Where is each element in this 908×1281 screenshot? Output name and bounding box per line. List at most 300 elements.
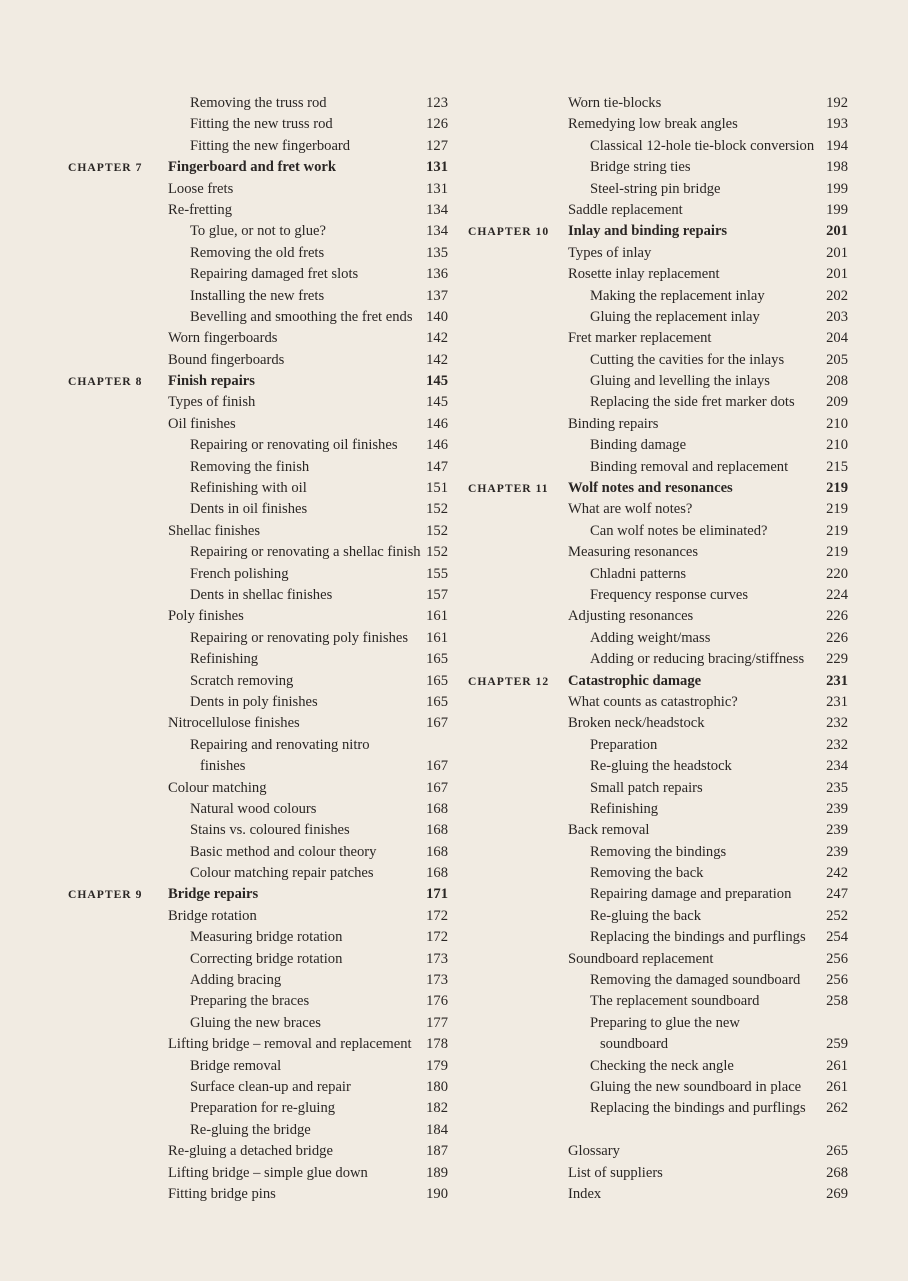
- entry-title: What counts as catastrophic?: [568, 693, 738, 710]
- page-number: 239: [826, 843, 848, 860]
- entry-title: Repairing damage and preparation: [590, 886, 792, 903]
- toc-entry: [458, 970, 858, 991]
- toc-entry: [458, 435, 858, 456]
- toc-entry: [458, 114, 858, 135]
- toc-entry: [0, 179, 458, 200]
- entry-title: Nitrocellulose finishes: [168, 715, 300, 732]
- page-number: 145: [426, 394, 448, 411]
- page-number: 231: [826, 693, 848, 710]
- entry-title: Gluing and levelling the inlays: [590, 373, 770, 390]
- toc-entry: [0, 478, 458, 499]
- page-number: 215: [826, 458, 848, 475]
- toc-entry: [0, 93, 458, 114]
- toc-entry: [0, 350, 458, 371]
- entry-title: Glossary: [568, 1143, 620, 1160]
- entry-title: Bridge rotation: [168, 907, 257, 924]
- entry-title: Repairing and renovating nitro: [190, 736, 370, 753]
- entry-title: The replacement soundboard: [590, 993, 760, 1010]
- entry-title: Removing the finish: [190, 458, 310, 475]
- toc-entry: [458, 991, 858, 1012]
- toc-entry: [0, 457, 458, 478]
- entry-title: Gluing the new braces: [190, 1014, 321, 1031]
- page-number: 184: [426, 1121, 448, 1138]
- page-number: 199: [826, 180, 848, 197]
- page-number: 146: [426, 415, 448, 432]
- toc-entry: [0, 221, 458, 242]
- toc-entry: [0, 671, 458, 692]
- entry-title: Making the replacement inlay: [590, 287, 765, 304]
- entry-title: Preparing the braces: [190, 993, 310, 1010]
- page-number: 152: [426, 501, 448, 518]
- toc-chapter-entry: [0, 884, 458, 905]
- toc-entry: [458, 392, 858, 413]
- entry-title: Oil finishes: [168, 415, 236, 432]
- page-number: 137: [426, 287, 448, 304]
- entry-title: Chladni patterns: [590, 565, 687, 582]
- toc-entry: [0, 1056, 458, 1077]
- toc-column-left: [0, 93, 458, 1205]
- toc-entry: [0, 842, 458, 863]
- page-number: 219: [826, 480, 848, 497]
- toc-entry: [0, 970, 458, 991]
- toc-entry: [0, 1184, 458, 1205]
- entry-title: Removing the bindings: [590, 843, 727, 860]
- entry-title: Gluing the new soundboard in place: [590, 1078, 802, 1095]
- entry-title: Finish repairs: [168, 373, 255, 390]
- page-number: 232: [826, 736, 848, 753]
- page-number: 269: [826, 1185, 848, 1202]
- entry-title: Wolf notes and resonances: [568, 480, 733, 497]
- entry-title: Adding weight/mass: [590, 629, 711, 646]
- page-number: 194: [826, 137, 848, 154]
- toc-entry: [458, 842, 858, 863]
- toc-entry: [0, 585, 458, 606]
- toc-entry: [458, 157, 858, 178]
- entry-title: Checking the neck angle: [590, 1057, 734, 1074]
- toc-entry: [0, 735, 458, 756]
- toc-entry: [0, 692, 458, 713]
- entry-title: Scratch removing: [190, 672, 294, 689]
- entry-title: Removing the damaged soundboard: [590, 972, 801, 989]
- entry-title: Soundboard replacement: [568, 950, 714, 967]
- entry-title: Re-gluing the headstock: [590, 758, 732, 775]
- page-number: 204: [826, 330, 848, 347]
- entry-title: Bridge string ties: [590, 159, 691, 176]
- page-number: 140: [426, 308, 448, 325]
- page-number: 235: [826, 779, 848, 796]
- entry-title: Classical 12-hole tie-block conversion: [590, 137, 815, 154]
- toc-entry: [458, 179, 858, 200]
- entry-title: Lifting bridge – simple glue down: [168, 1164, 368, 1181]
- page-number: 190: [426, 1185, 448, 1202]
- entry-title: Binding removal and replacement: [590, 458, 789, 475]
- entry-title: Fingerboard and fret work: [168, 159, 336, 176]
- entry-title: Worn fingerboards: [168, 330, 278, 347]
- entry-title: Bound fingerboards: [168, 351, 285, 368]
- entry-title: finishes: [200, 758, 246, 775]
- entry-title: Bridge repairs: [168, 886, 259, 903]
- page-number: 168: [426, 865, 448, 882]
- page-number: 161: [426, 608, 448, 625]
- toc-column-right: [458, 93, 858, 1205]
- entry-title: Adding bracing: [190, 972, 282, 989]
- toc-entry: [458, 735, 858, 756]
- chapter-label: CHAPTER 9: [68, 888, 143, 902]
- entry-title: Replacing the side fret marker dots: [590, 394, 795, 411]
- page-number: 167: [426, 758, 448, 775]
- entry-title: Binding damage: [590, 437, 687, 454]
- toc-entry: [458, 521, 858, 542]
- page-number: 131: [426, 180, 448, 197]
- entry-title: Fret marker replacement: [568, 330, 712, 347]
- page-number: 189: [426, 1164, 448, 1181]
- toc-chapter-entry: [458, 221, 858, 242]
- toc-chapter-entry: [0, 157, 458, 178]
- page-number: 134: [426, 223, 448, 240]
- entry-title: To glue, or not to glue?: [190, 223, 326, 240]
- entry-title: Can wolf notes be eliminated?: [590, 522, 768, 539]
- toc-entry: [458, 371, 858, 392]
- toc-entry: [458, 286, 858, 307]
- page-number: 142: [426, 330, 448, 347]
- page-number: 226: [826, 629, 848, 646]
- page-number: 254: [826, 929, 848, 946]
- page-number: 180: [426, 1078, 448, 1095]
- toc-entry: [458, 927, 858, 948]
- page-number: 173: [426, 972, 448, 989]
- toc-entry: [458, 884, 858, 905]
- toc-entry: [0, 649, 458, 670]
- page-number: 198: [826, 159, 848, 176]
- toc-entry: [0, 114, 458, 135]
- toc-entry: [0, 820, 458, 841]
- entry-title: Refinishing: [190, 651, 259, 668]
- chapter-label: CHAPTER 8: [68, 375, 143, 389]
- toc-entry: [0, 307, 458, 328]
- entry-title: Replacing the bindings and purflings: [590, 929, 806, 946]
- entry-title: Refinishing with oil: [190, 480, 307, 497]
- chapter-label: CHAPTER 10: [468, 225, 550, 239]
- toc-entry: [458, 1056, 858, 1077]
- entry-title: Natural wood colours: [190, 800, 317, 817]
- toc-entry: [0, 1141, 458, 1162]
- entry-title: Stains vs. coloured finishes: [190, 822, 350, 839]
- page-number: 172: [426, 907, 448, 924]
- toc-entry: [458, 756, 858, 777]
- entry-title: Re-fretting: [168, 201, 233, 218]
- page-number: 173: [426, 950, 448, 967]
- toc-entry: [0, 499, 458, 520]
- page-number: 123: [426, 95, 448, 111]
- page-number: 231: [826, 672, 848, 689]
- toc-entry: [0, 435, 458, 456]
- entry-title: Preparation: [590, 736, 658, 753]
- entry-title: Types of finish: [168, 394, 256, 411]
- toc-entry: [458, 1184, 858, 1205]
- page-number: 256: [826, 972, 848, 989]
- entry-title: Re-gluing the back: [590, 907, 702, 924]
- entry-title: Catastrophic damage: [568, 672, 702, 689]
- toc-entry: [458, 1163, 858, 1184]
- toc-entry: [0, 606, 458, 627]
- page-number: 219: [826, 522, 848, 539]
- toc-entry: [0, 521, 458, 542]
- chapter-label: CHAPTER 7: [68, 161, 143, 175]
- toc-entry: [0, 906, 458, 927]
- page-number: 155: [426, 565, 448, 582]
- page-number: 226: [826, 608, 848, 625]
- entry-title: Fitting the new truss rod: [190, 116, 333, 133]
- page-number: 187: [426, 1143, 448, 1160]
- page-number: 193: [826, 116, 848, 133]
- toc-entry: [458, 1141, 858, 1162]
- page-number: 161: [426, 629, 448, 646]
- entry-title: Replacing the bindings and purflings: [590, 1100, 806, 1117]
- page-number: 259: [826, 1036, 848, 1053]
- page-number: 145: [426, 373, 448, 390]
- entry-title: Bevelling and smoothing the fret ends: [190, 308, 413, 325]
- toc-entry: [458, 243, 858, 264]
- entry-title: Dents in shellac finishes: [190, 586, 333, 603]
- entry-title: Fitting the new fingerboard: [190, 137, 351, 154]
- page-number: 209: [826, 394, 848, 411]
- toc-entry: [458, 1034, 858, 1055]
- toc-entry: [458, 499, 858, 520]
- toc-entry: [458, 949, 858, 970]
- page-number: 199: [826, 201, 848, 218]
- toc-entry: [458, 778, 858, 799]
- page-number: 262: [826, 1100, 848, 1117]
- page-number: 179: [426, 1057, 448, 1074]
- page-number: 224: [826, 586, 848, 603]
- toc-entry: [0, 286, 458, 307]
- entry-title: Bridge removal: [190, 1057, 282, 1074]
- entry-title: Adjusting resonances: [568, 608, 694, 625]
- entry-title: Preparing to glue the new: [590, 1014, 740, 1031]
- toc-entry: [0, 927, 458, 948]
- toc-entry: [0, 200, 458, 221]
- entry-title: Measuring resonances: [568, 544, 699, 561]
- page-number: 210: [826, 415, 848, 432]
- page-number: 151: [426, 480, 448, 497]
- toc-entry: [458, 542, 858, 563]
- page-number: 165: [426, 693, 448, 710]
- page-number: 258: [826, 993, 848, 1010]
- toc-entry: [0, 1077, 458, 1098]
- entry-title: Colour matching repair patches: [190, 865, 374, 882]
- toc-entry: [458, 1013, 858, 1034]
- page-number: 261: [826, 1078, 848, 1095]
- toc-entry: [458, 692, 858, 713]
- toc-entry: [0, 1163, 458, 1184]
- page-number: 208: [826, 373, 848, 390]
- toc-entry: [458, 93, 858, 114]
- entry-title: Removing the back: [590, 865, 704, 882]
- entry-title: Colour matching: [168, 779, 267, 796]
- toc-entry: [0, 542, 458, 563]
- page-number: 247: [826, 886, 848, 903]
- entry-title: soundboard: [600, 1036, 669, 1053]
- page-number: 210: [826, 437, 848, 454]
- entry-title: What are wolf notes?: [568, 501, 693, 518]
- entry-title: Index: [568, 1185, 602, 1202]
- page-number: 147: [426, 458, 448, 475]
- toc-entry: [458, 1098, 858, 1119]
- entry-title: Shellac finishes: [168, 522, 261, 539]
- toc-entry: [458, 820, 858, 841]
- toc-entry: [458, 863, 858, 884]
- page-number: 239: [826, 822, 848, 839]
- page-number: 146: [426, 437, 448, 454]
- toc-entry: [0, 628, 458, 649]
- page-number: 252: [826, 907, 848, 924]
- page-number: 203: [826, 308, 848, 325]
- entry-title: Re-gluing a detached bridge: [168, 1143, 333, 1160]
- page-number: 178: [426, 1036, 448, 1053]
- toc-entry: [0, 392, 458, 413]
- entry-title: Frequency response curves: [590, 586, 749, 603]
- page-number: 142: [426, 351, 448, 368]
- entry-title: Repairing or renovating poly finishes: [190, 629, 409, 646]
- entry-title: French polishing: [190, 565, 289, 582]
- toc-entry: [0, 564, 458, 585]
- entry-title: Basic method and colour theory: [190, 843, 377, 860]
- toc-entry: [458, 200, 858, 221]
- toc-entry: [0, 756, 458, 777]
- toc-entry: [458, 1077, 858, 1098]
- toc-entry: [0, 949, 458, 970]
- toc-chapter-entry: [458, 478, 858, 499]
- entry-title: Surface clean-up and repair: [190, 1078, 351, 1095]
- page-number: 229: [826, 651, 848, 668]
- page-number: 192: [826, 95, 848, 111]
- page-number: 205: [826, 351, 848, 368]
- toc-chapter-entry: [458, 671, 858, 692]
- toc-entry: [0, 991, 458, 1012]
- page-number: 239: [826, 800, 848, 817]
- entry-title: Dents in poly finishes: [190, 693, 318, 710]
- page-number: 171: [426, 886, 448, 903]
- page-number: 167: [426, 779, 448, 796]
- page-number: 176: [426, 993, 448, 1010]
- page-number: 261: [826, 1057, 848, 1074]
- entry-title: Repairing or renovating oil finishes: [190, 437, 398, 454]
- page-number: 202: [826, 287, 848, 304]
- toc-entry: [458, 328, 858, 349]
- entry-title: Removing the truss rod: [190, 95, 327, 111]
- page-number: 168: [426, 800, 448, 817]
- toc-entry: [0, 1034, 458, 1055]
- entry-title: List of suppliers: [568, 1164, 663, 1181]
- page-number: 126: [426, 116, 448, 133]
- entry-title: Inlay and binding repairs: [568, 223, 728, 240]
- toc-chapter-entry: [0, 371, 458, 392]
- entry-title: Gluing the replacement inlay: [590, 308, 760, 325]
- page-number: 168: [426, 822, 448, 839]
- entry-title: Fitting bridge pins: [168, 1185, 276, 1202]
- page-number: 232: [826, 715, 848, 732]
- toc-entry: [458, 906, 858, 927]
- page-number: 152: [426, 544, 448, 561]
- page-number: 172: [426, 929, 448, 946]
- entry-title: Lifting bridge – removal and replacement: [168, 1036, 412, 1053]
- page-number: 234: [826, 758, 848, 775]
- entry-title: Removing the old frets: [190, 244, 325, 261]
- entry-title: Repairing or renovating a shellac finish: [190, 544, 421, 561]
- toc-entry: [0, 328, 458, 349]
- entry-title: Preparation for re-gluing: [190, 1100, 336, 1117]
- entry-title: Saddle replacement: [568, 201, 683, 218]
- toc-entry: [458, 585, 858, 606]
- toc-entry: [458, 264, 858, 285]
- entry-title: Refinishing: [590, 800, 659, 817]
- page-number: 157: [426, 586, 448, 603]
- page-number: 168: [426, 843, 448, 860]
- toc-entry: [0, 1098, 458, 1119]
- toc-entry: [458, 307, 858, 328]
- toc-entry: [458, 136, 858, 157]
- entry-title: Poly finishes: [168, 608, 244, 625]
- page-number: 256: [826, 950, 848, 967]
- entry-title: Binding repairs: [568, 415, 659, 432]
- toc-entry: [0, 1013, 458, 1034]
- page-number: 219: [826, 501, 848, 518]
- entry-title: Worn tie-blocks: [568, 95, 662, 111]
- entry-title: Back removal: [568, 822, 650, 839]
- page-number: 165: [426, 651, 448, 668]
- entry-title: Broken neck/headstock: [568, 715, 705, 732]
- entry-title: Types of inlay: [568, 244, 652, 261]
- toc-entry: [458, 457, 858, 478]
- entry-title: Dents in oil finishes: [190, 501, 308, 518]
- toc-entry: [0, 264, 458, 285]
- toc-entry: [458, 414, 858, 435]
- entry-title: Rosette inlay replacement: [568, 266, 720, 283]
- entry-title: Measuring bridge rotation: [190, 929, 343, 946]
- toc-entry: [458, 713, 858, 734]
- entry-title: Loose frets: [168, 180, 234, 197]
- chapter-label: CHAPTER 11: [468, 482, 549, 496]
- toc-entry: [0, 136, 458, 157]
- toc-entry: [0, 1120, 458, 1141]
- toc-entry: [0, 863, 458, 884]
- page-number: 136: [426, 266, 448, 283]
- entry-title: Installing the new frets: [190, 287, 325, 304]
- entry-title: Steel-string pin bridge: [590, 180, 721, 197]
- page-number: 177: [426, 1014, 448, 1031]
- entry-title: Remedying low break angles: [568, 116, 738, 133]
- toc-entry: [0, 243, 458, 264]
- page-number: 134: [426, 201, 448, 218]
- page-number: 201: [826, 244, 848, 261]
- page-number: 242: [826, 865, 848, 882]
- page-number: 182: [426, 1100, 448, 1117]
- page-number: 165: [426, 672, 448, 689]
- entry-title: Re-gluing the bridge: [190, 1121, 311, 1138]
- page-number: 131: [426, 159, 448, 176]
- toc-entry: [458, 350, 858, 371]
- page-number: 219: [826, 544, 848, 561]
- entry-title: Cutting the cavities for the inlays: [590, 351, 785, 368]
- toc-entry: [0, 799, 458, 820]
- toc-entry: [458, 564, 858, 585]
- page-number: 265: [826, 1143, 848, 1160]
- entry-title: Adding or reducing bracing/stiffness: [590, 651, 805, 668]
- page-number: 201: [826, 266, 848, 283]
- toc-entry: [458, 649, 858, 670]
- page-number: 152: [426, 522, 448, 539]
- toc-entry: [458, 628, 858, 649]
